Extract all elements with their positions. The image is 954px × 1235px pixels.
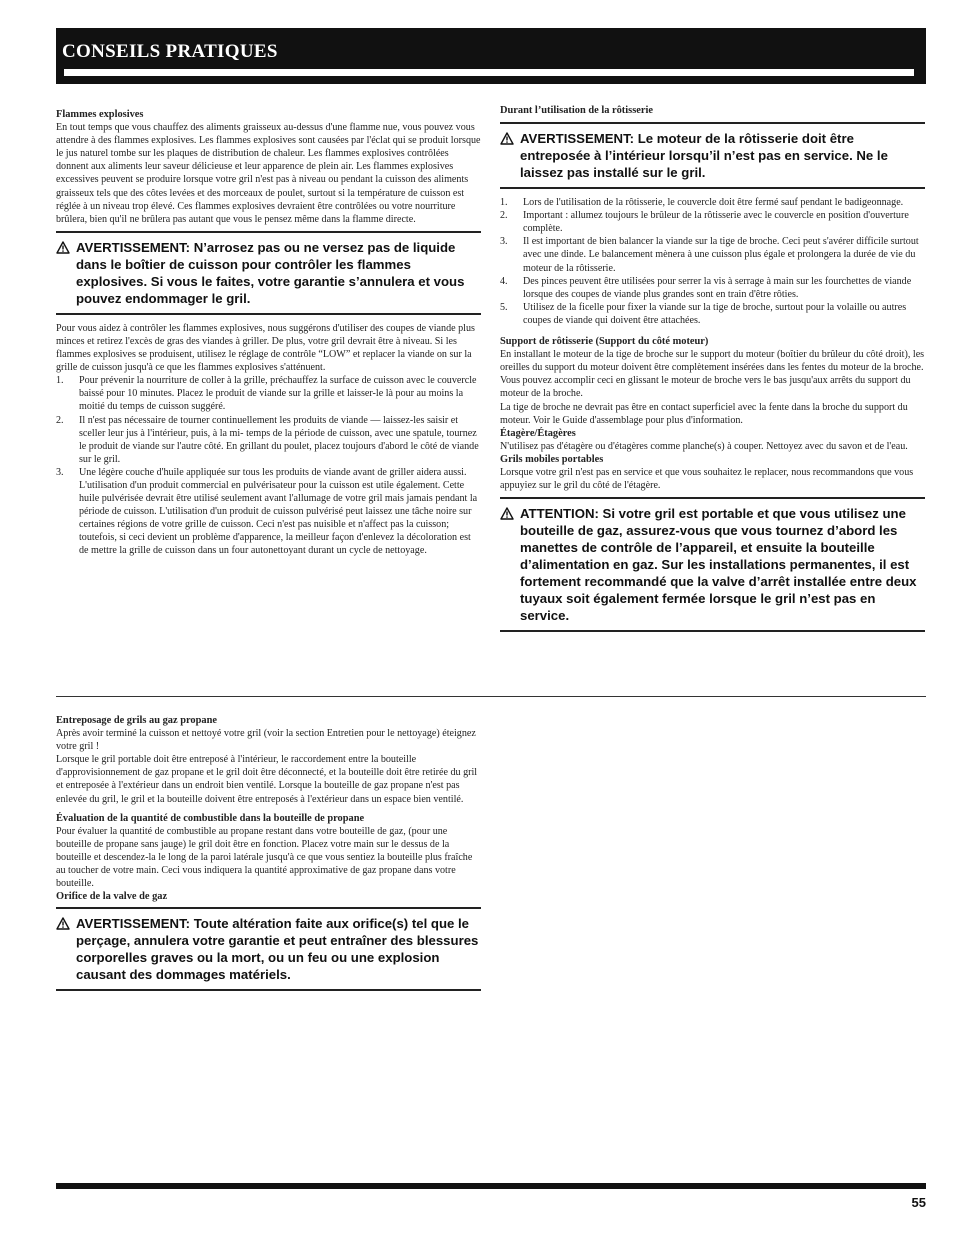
- bottom-column: [56, 714, 481, 998]
- warning-text-orifice: AVERTISSEMENT: Toute altération faite aux orifice(s) tel que le perçage, annulera votre garantie et peut entraîner des blessures corporelles graves ou la mort, ou un feu ou une explosion causant des dommages matériels.: [76, 916, 479, 983]
- list-item: 1. Lors de l'utilisation de la rôtisserie, le couvercle doit être fermé sauf pendant le badigeonnage.: [500, 197, 904, 209]
- left-column: [56, 108, 481, 558]
- portable-heading: Grils mobiles portables: [500, 453, 604, 465]
- support-body-2: La tige de broche ne devrait pas être en contact superficiel avec la fente dans la broche du support du moteur. Voir le Guide d'assemblage pour plus d'information.: [500, 401, 908, 426]
- list-item: 4. Des pinces peuvent être utilisées pour serrer la vis à serrage à main sur les fourchettes de viande lorsque des coupes de viande plus grandes sont en train d'être rôties.: [500, 275, 912, 300]
- list-item: 2. Il n'est pas nécessaire de tourner continuellement les produits de viande — laissez-les saisir et sceller leur jus à l'intérieur, puis, à la mi- temps de la période de cuisson, avec une spatule, tournez le produit de viande sur l'autre côté. En grillant du poulet, placez toujours d'abord le côté de viande sur le gril.: [56, 414, 479, 465]
- warning-box-rotisserie: [500, 122, 925, 189]
- caution-box-portable: [500, 497, 925, 632]
- warning-text-rotisserie: AVERTISSEMENT: Le moteur de la rôtisserie doit être entreposée à l’intérieur lorsqu’il n’est pas en service. Ne le laissez pas installé sur le gril.: [520, 131, 888, 181]
- page-title: CONSEILS PRATIQUES: [62, 41, 278, 62]
- storage-heading: Entreposage de grils au gaz propane: [56, 715, 217, 726]
- warning-box-orifice: [56, 907, 481, 991]
- warning-triangle-icon: [56, 917, 70, 930]
- warning-text-liquid: AVERTISSEMENT: N’arrosez pas ou ne versez pas de liquide dans le boîtier de cuisson pour contrôler les flammes explosives. Si vous le faites, votre garantie s’annulera et vous pouvez endommager le gril.: [76, 239, 465, 306]
- support-body-1: En installant le moteur de la tige de broche sur le support du moteur (boîtier du brûleur du côté droit), les oreilles du support du moteur doivent être complètement insérées dans les fentes du moteur de la broche. Vous pouvez accomplir ceci en glissant le moteur de broche vers le bas jusqu'aux arrêts du support du moteur de la broche.: [500, 349, 925, 400]
- eval-heading: Évaluation de la quantité de combustible dans la bouteille de propane: [56, 812, 365, 824]
- rotisserie-heading: Durant l’utilisation de la rôtisserie: [500, 105, 653, 116]
- orifice-heading: Orifice de la valve de gaz: [56, 891, 168, 903]
- page-header: [56, 28, 926, 84]
- flames-body: En tout temps que vous chauffez des aliments graisseux au-dessus d'une flamme nue, vous pouvez vous attendre à des flammes explosives. Les flammes explosives sont causées par l'éclat qui se produit lorsque le jus naturel tombe sur les plaques de distribution de chaleur. Les flammes explosives contrôlées donnent aux aliments leur saveur délicieuse et leur apparence de plein air. Les flammes explosives excessives peuvent se produire lorsque votre gril n'est pas à niveau ou pendant la cuisson des aliments graisseux tels que des côtes levées et des morceaux de poulet, surtout si la température de cuisson est réglée à un niveau trop élevé. Ces flammes explosives devraient être contrôlées ou votre nourriture brûlera, bien qu'il ne brûlera pas autant que vous le pensez même dans la flamme directe.: [56, 122, 481, 225]
- list-item: 3. Il est important de bien balancer la viande sur la tige de broche. Ceci peut s'avérer difficile surtout avec une dinde. Le balancement mènera à une cuisson plus égale et prolongera la durée de vie du moteur de la rôtisserie.: [500, 236, 919, 274]
- tips-list: [56, 374, 481, 557]
- list-item: 3. Une légère couche d'huile appliquée sur tous les produits de viande avant de griller aidera aussi. L'utilisation d'un produit commercial en pulvérisateur pour la cuisson est utile également. Cette huile pulvérisée devrait être utilisé seulement avant l'allumage de votre gril mais jamais pendant la période de cuisson. L'utilisation d'un produit de cuisson pulvérisé peut laissez une tâche noire sur certaines régions de votre grille de cuisson. Ceci n'est pas nuisible et n'affect pas la cuisson; toutefois, si ceci devient un problème d'apparence, la meilleur façon d'enlevez la décoloration est de mettre la grille de cuisson dans un four autonettoyant durant un cycle de nettoyage.: [56, 466, 478, 557]
- warning-box-liquid: [56, 231, 481, 315]
- list-item: 1. Pour prévenir la nourriture de coller à la grille, préchauffez la surface de cuisson avec le couvercle baissé pour 10 minutes. Placez le produit de viande sur la grille et laisser-le là pour au moins la moitié du temps de cuisson suggéré.: [56, 375, 477, 413]
- storage-body-1: Après avoir terminé la cuisson et nettoyé votre gril (voir la section Entretien pour le nettoyage) éteignez votre gril !: [56, 728, 476, 753]
- shelf-heading: Étagère/Étagères: [500, 427, 576, 439]
- footer-rule: [56, 1183, 926, 1189]
- right-column: [500, 104, 925, 639]
- support-heading: Support de rôtisserie (Support du côté moteur): [500, 336, 709, 348]
- warning-triangle-icon: [500, 507, 514, 520]
- portable-body: Lorsque votre gril n'est pas en service et que vous souhaitez le replacer, nous recommandons que vous appuyiez sur le gril du côté de l'étagère.: [500, 466, 914, 492]
- section-divider: [56, 696, 926, 697]
- storage-body-2: Lorsque le gril portable doit être entreposé à l'intérieur, le raccordement entre la bouteille d'approvisionnement de gaz propane et le gril doit être déconnecté, et la bouteille doit être retirée du gril et entreposée à l'extérieur dans un endroit bien ventilé. Lorsque la bouteille de gaz propane n'est pas enlevée du gril, le gril et la bouteille doivent être entreposés à l'extérieur dans un espace bien ventilé.: [56, 754, 478, 805]
- rotisserie-list: [500, 196, 925, 327]
- list-item: 2. Important : allumez toujours le brûleur de la rôtisserie avec le couvercle en position d'ouverture complète.: [500, 210, 909, 235]
- warning-triangle-icon: [500, 132, 514, 145]
- shelf-body: N'utilisez pas d'étagère ou d'étagères comme planche(s) à couper. Nettoyez avec du savon et de l'eau.: [500, 440, 908, 452]
- eval-body: Pour évaluer la quantité de combustible au propane restant dans votre bouteille de gaz, (pour une bouteille de propane sans jauge) le gril doit être en fonction. Placez votre main sur le dessus de la bouteille et descendez-la le long de la paroi latérale jusqu'à ce que vous sentiez la bouteille plus fraîche au toucher de votre main. Ceci vous indiquera la quantité approximative de gaz propane dans votre bouteille.: [56, 825, 473, 890]
- caution-text-portable: ATTENTION: Si votre gril est portable et que vous utilisez une bouteille de gaz, assurez-vous que vous tournez d’abord les manettes de contrôle de l’appareil, et ensuite la bouteille d’alimentation en gaz. Sur les installations permanentes, il est fortement recommandé que la valve d’arrêt installée entre deux tuyaux soit également fermée lorsque le gril n’est pas en service.: [520, 506, 917, 624]
- warning-triangle-icon: [56, 241, 70, 254]
- list-item: 5. Utilisez de la ficelle pour fixer la viande sur la tige de broche, surtout pour la volaille ou autres coupes de viande qui doivent être attachées.: [500, 301, 907, 326]
- control-body: Pour vous aidez à contrôler les flammes explosives, nous suggérons d'utiliser des coupes de viande plus minces et retirez l'excès de gras des viandes à griller. De plus, votre gril devrait être à niveau. Si les flammes explosives se produisent, utilisez le réglage de contrôle “LOW” et replacer la viande on sur la grille de cuisson jusqu'à ce que les flammes explosives s'atténuent.: [56, 322, 475, 374]
- flames-heading: Flammes explosives: [56, 109, 144, 120]
- page-number: 55: [911, 1195, 926, 1210]
